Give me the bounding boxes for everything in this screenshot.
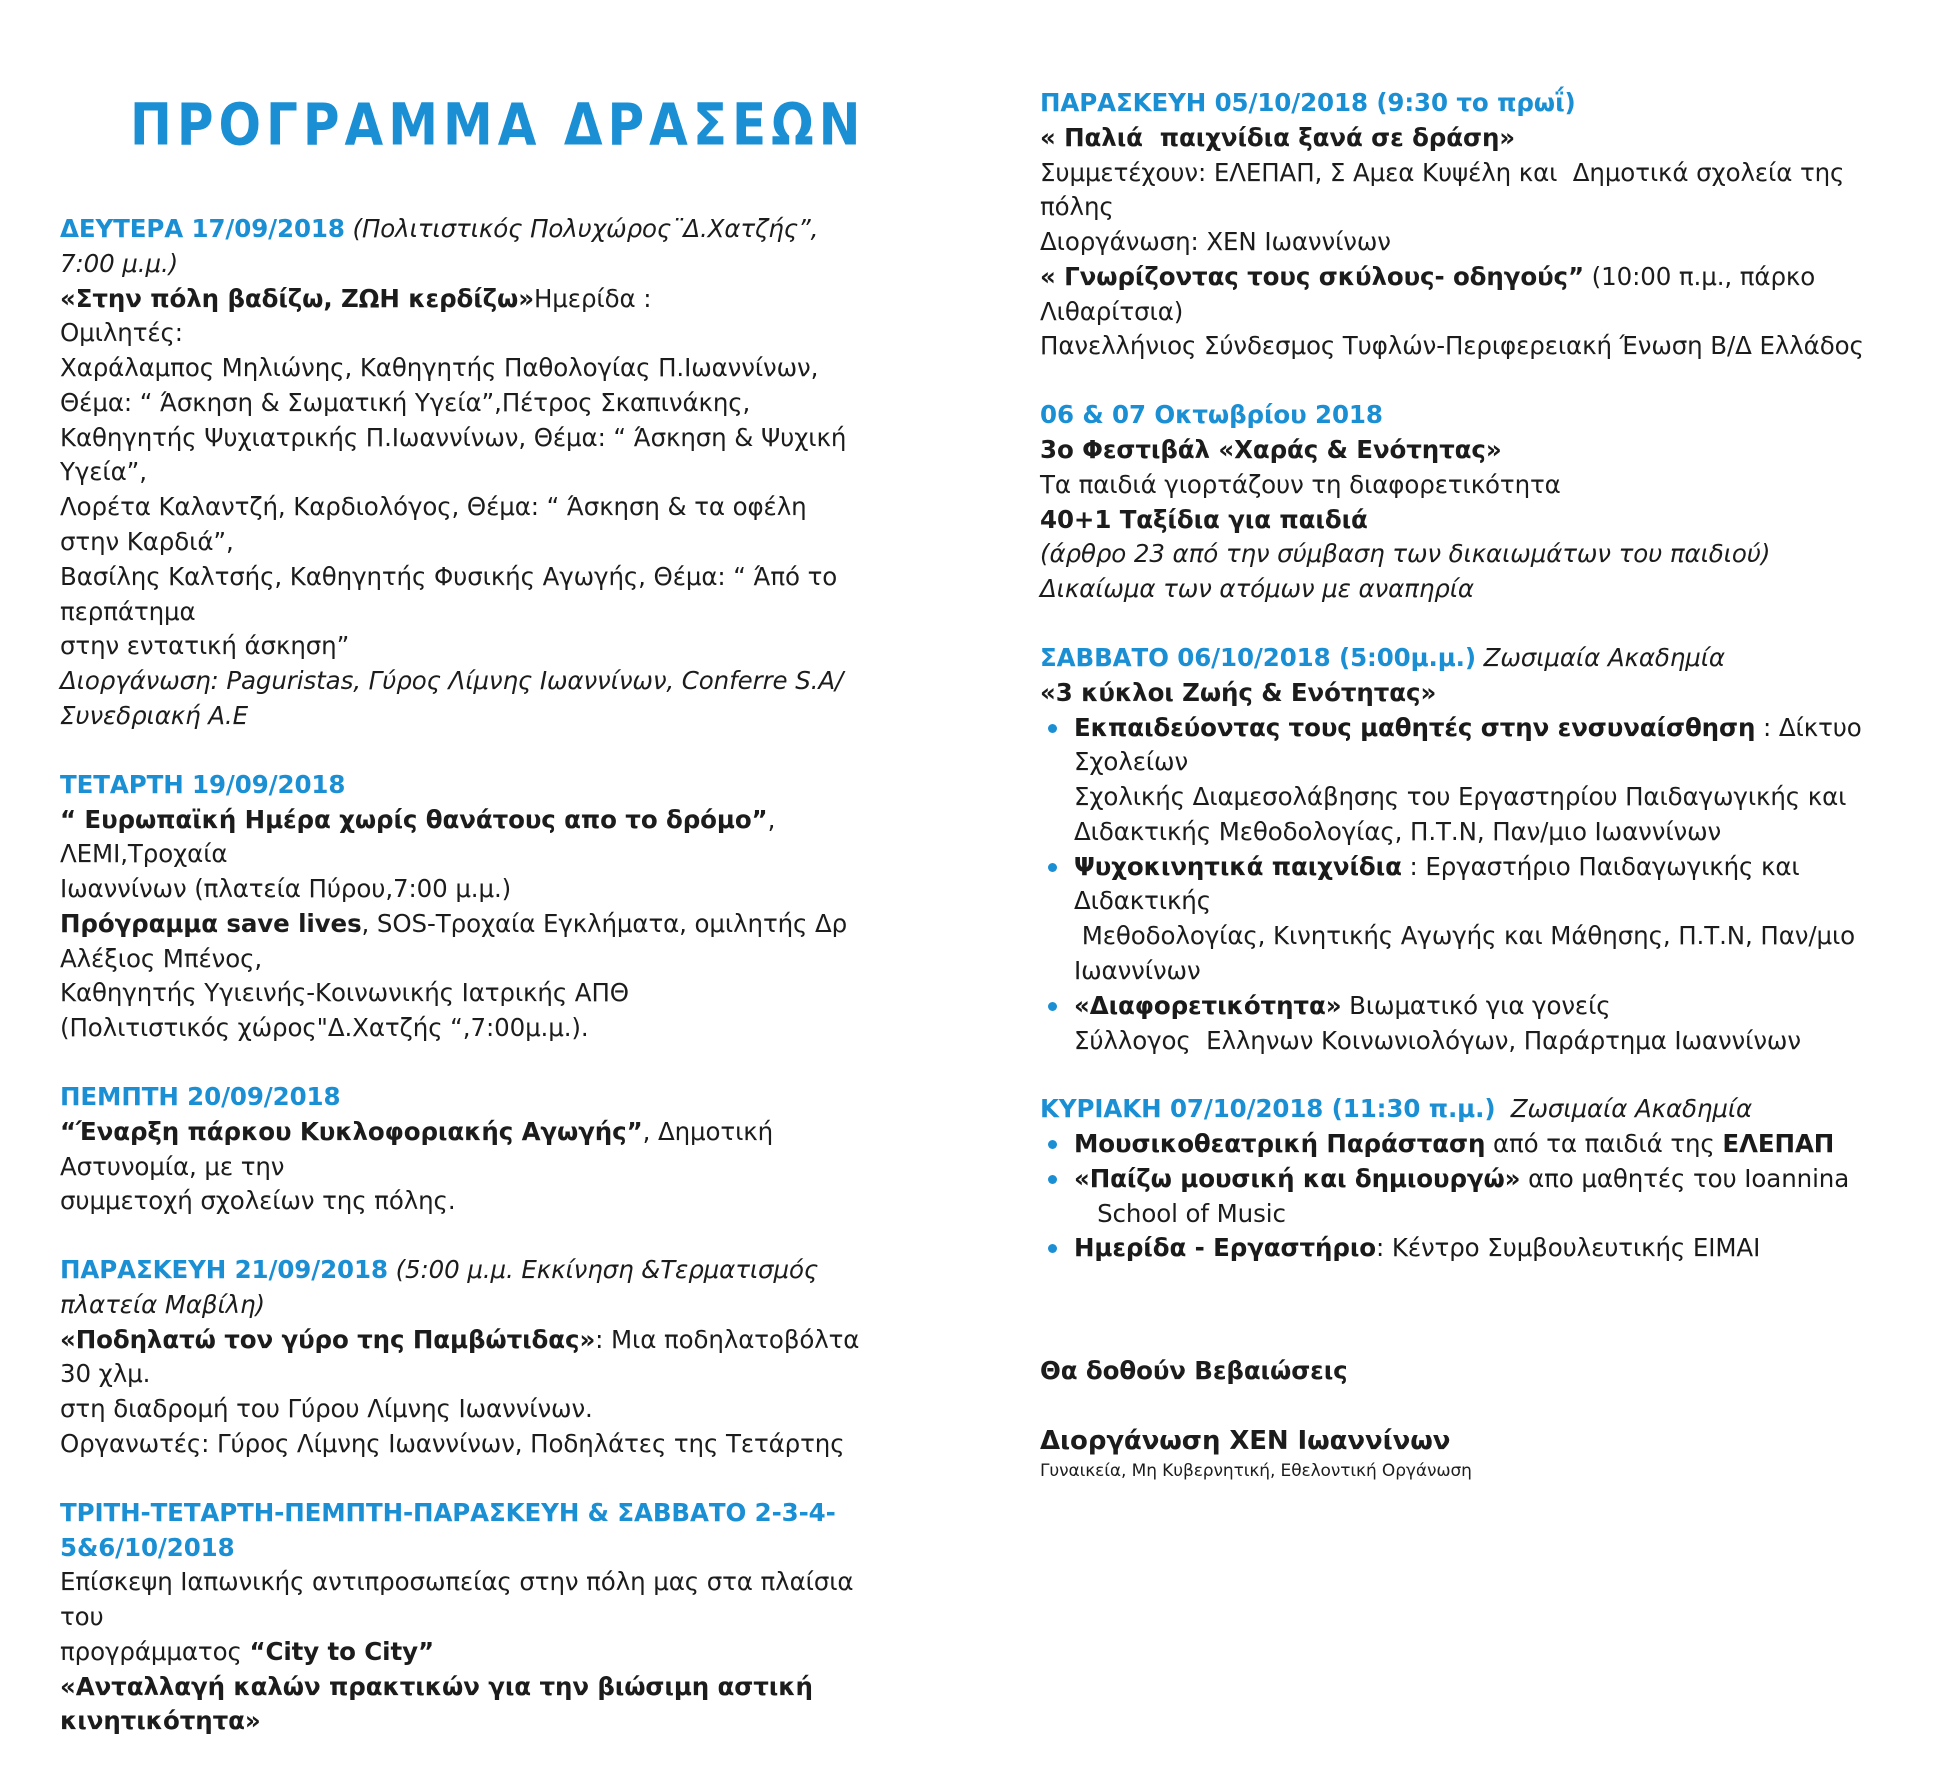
section-date: ΤΡΙΤΗ-ΤΕΤΑΡΤΗ-ΠΕΜΠΤΗ-ΠΑΡΑΣΚΕΥΗ & ΣΑΒΒΑΤΟ 2-3-4-5&6/10/2018 (60, 1497, 836, 1562)
detail-line (1040, 121, 1900, 156)
plain-run: Χαράλαμπος Μηλιώνης, Καθηγητής Παθολογίας Π.Ιωαννίνων, (60, 353, 819, 383)
bold-run: “Έναρξη πάρκου Κυκλοφοριακής Αγωγής” (60, 1116, 643, 1146)
plain-run: School of Music (1074, 1198, 1286, 1228)
bold-run: «Στην πόλη βαδίζω, ΖΩΗ κερδίζω» (60, 283, 534, 313)
list-item-continuation (1040, 815, 1900, 850)
bold-run: 3ο Φεστιβάλ «Χαράς & Ενότητας» (1040, 435, 1502, 465)
bold-run: Πρόγραμμα save lives (60, 908, 362, 938)
bullet-dot-icon (1048, 1244, 1057, 1253)
detail-line (60, 1115, 870, 1185)
bullet-dot-icon (1048, 863, 1057, 872)
bullet-plain-run: : Εργαστήριο Παιδαγωγικής και Διδακτικής (1074, 851, 1808, 916)
section-date-line (1040, 86, 1900, 121)
italic-run: (άρθρο 23 από την σύμβαση των δικαιωμάτων του παιδιού) (1040, 539, 1771, 569)
list-item (1040, 850, 1900, 920)
detail-line (1040, 329, 1900, 364)
bullet-bold-run: Ημερίδα - Εργαστήριο (1074, 1233, 1377, 1263)
detail-line (60, 421, 870, 491)
detail-line (1040, 676, 1900, 711)
section-date: ΔΕΥΤΕΡΑ 17/09/2018 (60, 214, 345, 243)
bullet-dot-icon (1048, 1002, 1057, 1011)
detail-line (60, 1323, 870, 1393)
plain-run: Βασίλης Καλτσής, Καθηγητής Φυσικής Αγωγής, Θέμα: “ Άπό το περπάτημα (60, 561, 845, 626)
detail-line (1040, 433, 1900, 468)
detail-line (1040, 503, 1900, 538)
detail-line (60, 803, 870, 873)
bold-run: «3 κύκλοι Ζωής & Ενότητας» (1040, 677, 1437, 707)
plain-run: : Μια ποδηλατοβόλτα 30 χλμ. (60, 1324, 868, 1389)
detail-line (1040, 537, 1900, 572)
detail-line (60, 282, 870, 317)
right-section-0 (1040, 86, 1900, 364)
section-date: ΠΑΡΑΣΚΕΥΗ 05/10/2018 (9:30 το πρωΐ) (1040, 88, 1576, 117)
plain-run: στη διαδρομή του Γύρου Λίμνης Ιωαννίνων. (60, 1394, 593, 1424)
section-date: ΠΑΡΑΣΚΕΥΗ 21/09/2018 (60, 1255, 388, 1285)
left-section-2 (60, 1080, 870, 1219)
italic-run: Διοργάνωση: Paguristas, Γύρος Λίμνης Ιωαννίνων, Conferre S.A/Συνεδριακή Α.Ε (60, 666, 844, 730)
plain-run: Καθηγητής Υγιεινής-Κοινωνικής Ιατρικής ΑΠΘ (60, 978, 629, 1008)
left-section-0 (60, 212, 870, 734)
plain-run: , Δημοτική Αστυνομία, με την (60, 1116, 781, 1181)
detail-line (60, 1184, 870, 1219)
bullet-bold-run: Ψυχοκινητικά παιχνίδια (1074, 851, 1402, 881)
detail-line (60, 560, 870, 630)
bullet-plain-run: : Δίκτυο Σχολείων (1074, 712, 1870, 777)
plain-run: προγράμματος (60, 1636, 250, 1666)
bullet-dot-icon (1048, 724, 1057, 733)
section-date-line (1040, 641, 1900, 676)
right-section-2 (1040, 641, 1900, 1058)
bullet-plain-run: : Κέντρο Συμβουλευτικής ΕΙΜΑΙ (1376, 1233, 1761, 1263)
left-section-4 (60, 1496, 870, 1739)
bullet-plain-run: από τα παιδιά της (1485, 1129, 1723, 1159)
section-date-suffix: (5:00 μ.μ. Εκκίνηση &Τερματισμός πλατεία Μαβίλη) (60, 1255, 826, 1319)
plain-run: Μεθοδολογίας, Κινητικής Αγωγής και Μάθησης, Π.Τ.Ν, Παν/μιο Ιωαννίνων (1074, 921, 1863, 985)
right-sections-container (1040, 86, 1900, 1266)
detail-line (60, 316, 870, 351)
detail-line (60, 976, 870, 1011)
bullet-plain-run: Βιωματικό για γονείς (1341, 990, 1611, 1020)
bold-run: « Παλιά παιχνίδια ξανά σε δράση» (1040, 122, 1516, 152)
bullet-bold-run: Μουσικοθεατρική Παράσταση (1074, 1129, 1486, 1159)
bold-run: «Ποδηλατώ τον γύρο της Παμβώτιδας» (60, 1324, 596, 1354)
footer-spacer (1040, 1300, 1900, 1354)
section-date-suffix: Ζωσιμαία Ακαδημία (1475, 642, 1725, 672)
detail-line (60, 1670, 870, 1740)
organizer-name: Διοργάνωση ΧΕΝ Ιωαννίνων (1040, 1426, 1451, 1456)
plain-run: (10:00 π.μ., πάρκο Λιθαρίτσια) (1040, 261, 1823, 326)
bullet-plain-run: απο μαθητές του Ioannina (1520, 1163, 1850, 1193)
plain-run: Καθηγητής Ψυχιατρικής Π.Ιωαννίνων, Θέμα: “ Άσκηση & Ψυχική Υγεία”, (60, 422, 854, 487)
section-date-line (60, 1253, 870, 1323)
detail-line (60, 872, 870, 907)
right-column (1040, 0, 1900, 1484)
detail-line (1040, 156, 1900, 226)
plain-run: , SOS-Τροχαία Εγκλήματα, ομιλητής Δρ Αλέξιος Μπένος, (60, 908, 855, 973)
plain-run: Επίσκεψη Ιαπωνικής αντιπροσωπείας στην πόλη μας στα πλαίσια του (60, 1567, 862, 1632)
section-date-line (1040, 1092, 1900, 1127)
bullet-bold-run: «Παίζω μουσική και δημιουργώ» (1074, 1163, 1521, 1193)
detail-line (60, 664, 870, 734)
plain-run: Σχολικής Διαμεσολάβησης του Εργαστηρίου Παιδαγωγικής και (1074, 782, 1847, 812)
plain-run: Σύλλογος Ελληνων Κοινωνιολόγων, Παράρτημα Ιωαννίνων (1074, 1025, 1801, 1055)
plain-run: Διοργάνωση: ΧΕΝ Ιωαννίνων (1040, 227, 1391, 257)
plain-run: στην εντατική άσκηση” (60, 631, 350, 661)
plain-run: Τα παιδιά γιορτάζουν τη διαφορετικότητα (1040, 469, 1561, 499)
bullet-bold-run: ΕΛΕΠΑΠ (1722, 1129, 1835, 1159)
detail-line (1040, 225, 1900, 260)
bullet-dot-icon (1048, 1175, 1057, 1184)
detail-line (60, 490, 870, 560)
right-section-1 (1040, 398, 1900, 607)
bullet-bold-run: Εκπαιδεύοντας τους μαθητές στην ενσυναίσθηση (1074, 712, 1756, 742)
bold-run: «Ανταλλαγή καλών πρακτικών για την βιώσιμη αστική κινητικότητα» (60, 1671, 822, 1736)
section-date: 06 & 07 Οκτωβρίου 2018 (1040, 400, 1383, 430)
section-date-suffix: Ζωσιμαία Ακαδημία (1495, 1094, 1753, 1124)
left-section-1 (60, 768, 870, 1046)
list-item-continuation (1040, 1197, 1900, 1232)
detail-line (60, 386, 870, 421)
list-item (1040, 989, 1900, 1024)
plain-run: Ημερίδα : (533, 283, 660, 313)
list-item (1040, 1127, 1900, 1162)
detail-line (1040, 468, 1900, 503)
plain-run: Ομιλητές: (60, 318, 183, 348)
list-item (1040, 711, 1900, 781)
plain-run: Θέμα: “ Άσκηση & Σωματική Υγεία”,Πέτρος Σκαπινάκης, (60, 387, 751, 417)
section-date-line (60, 1496, 870, 1566)
bold-run: “City to City” (249, 1636, 434, 1666)
footer-spacer-2 (1040, 1389, 1900, 1423)
detail-line (60, 1565, 870, 1635)
plain-run: Οργανωτές: Γύρος Λίμνης Ιωαννίνων, Ποδηλάτες της Τετάρτης (60, 1429, 845, 1458)
left-column (60, 0, 870, 1773)
list-item (1040, 1162, 1900, 1197)
section-date-line (1040, 398, 1900, 433)
plain-run: συμμετοχή σχολείων της πόλης. (60, 1186, 456, 1216)
certificates-note: Θα δοθούν Βεβαιώσεις (1040, 1356, 1348, 1386)
detail-line (60, 629, 870, 664)
plain-run: Πανελλήνιος Σύνδεσμος Τυφλών-Περιφερειακή Ένωση Β/Δ Ελλάδος (1040, 331, 1864, 361)
section-date-line (60, 768, 870, 803)
page-title: ΠΡΟΓΡΑΜΜΑ ΔΡΑΣΕΩΝ (130, 91, 866, 159)
plain-run: , ΛΕΜΙ,Τροχαία (60, 804, 783, 869)
detail-line (1040, 572, 1900, 607)
bold-run: “ Ευρωπαϊκή Ημέρα χωρίς θανάτους απο το δρόμο” (60, 804, 768, 834)
organizer-subtitle: Γυναικεία, Μη Κυβερνητική, Εθελοντική Οργάνωση (1040, 1460, 1472, 1481)
section-date: ΠΕΜΠΤΗ 20/09/2018 (60, 1081, 341, 1111)
bullet-dot-icon (1048, 1140, 1057, 1149)
list-item-continuation (1040, 780, 1900, 815)
detail-line (1040, 260, 1900, 330)
bold-run: 40+1 Ταξίδια για παιδιά (1040, 504, 1368, 534)
italic-run: Δικαίωμα των ατόμων με αναπηρία (1040, 574, 1474, 604)
detail-line (60, 1427, 870, 1462)
plain-run: Λορέτα Καλαντζή, Καρδιολόγος, Θέμα: “ Άσκηση & τα οφέλη στην Καρδιά”, (60, 492, 815, 557)
right-section-3 (1040, 1092, 1900, 1266)
left-sections-container (60, 212, 870, 1739)
list-item-continuation (1040, 919, 1900, 989)
left-section-3 (60, 1253, 870, 1462)
plain-run: Ιωαννίνων (πλατεία Πύρου,7:00 μ.μ.) (60, 874, 512, 904)
plain-run: Διδακτικής Μεθοδολογίας, Π.Τ.Ν, Παν/μιο Ιωαννίνων (1074, 816, 1722, 846)
bold-run: « Γνωρίζοντας τους σκύλους- οδηγούς” (1040, 261, 1584, 291)
detail-line (60, 1011, 870, 1046)
section-date: ΤΕΤΑΡΤΗ 19/09/2018 (60, 769, 346, 799)
plain-run: Συμμετέχουν: ΕΛΕΠΑΠ, Σ Αμεα Κυψέλη και Δημοτικά σχολεία της πόλης (1040, 157, 1853, 222)
section-date: ΚΥΡΙΑΚΗ 07/10/2018 (11:30 π.μ.) (1040, 1094, 1496, 1124)
list-item (1040, 1231, 1900, 1266)
plain-run: (Πολιτιστικός χώρος"Δ.Χατζής “,7:00μ.μ.). (60, 1013, 589, 1043)
bullet-bold-run: «Διαφορετικότητα» (1074, 990, 1342, 1020)
detail-line (60, 351, 870, 386)
section-date-line (60, 1080, 870, 1115)
detail-line (60, 907, 870, 977)
list-item-continuation (1040, 1024, 1900, 1059)
section-date-suffix: (Πολιτιστικός Πολυχώρος¨Δ.Χατζής”, 7:00 μ.μ.) (60, 214, 826, 278)
section-date: ΣΑΒΒΑΤΟ 06/10/2018 (5:00μ.μ.) (1040, 642, 1476, 672)
detail-line (60, 1635, 870, 1670)
detail-line (60, 1392, 870, 1427)
section-date-line (60, 212, 870, 282)
